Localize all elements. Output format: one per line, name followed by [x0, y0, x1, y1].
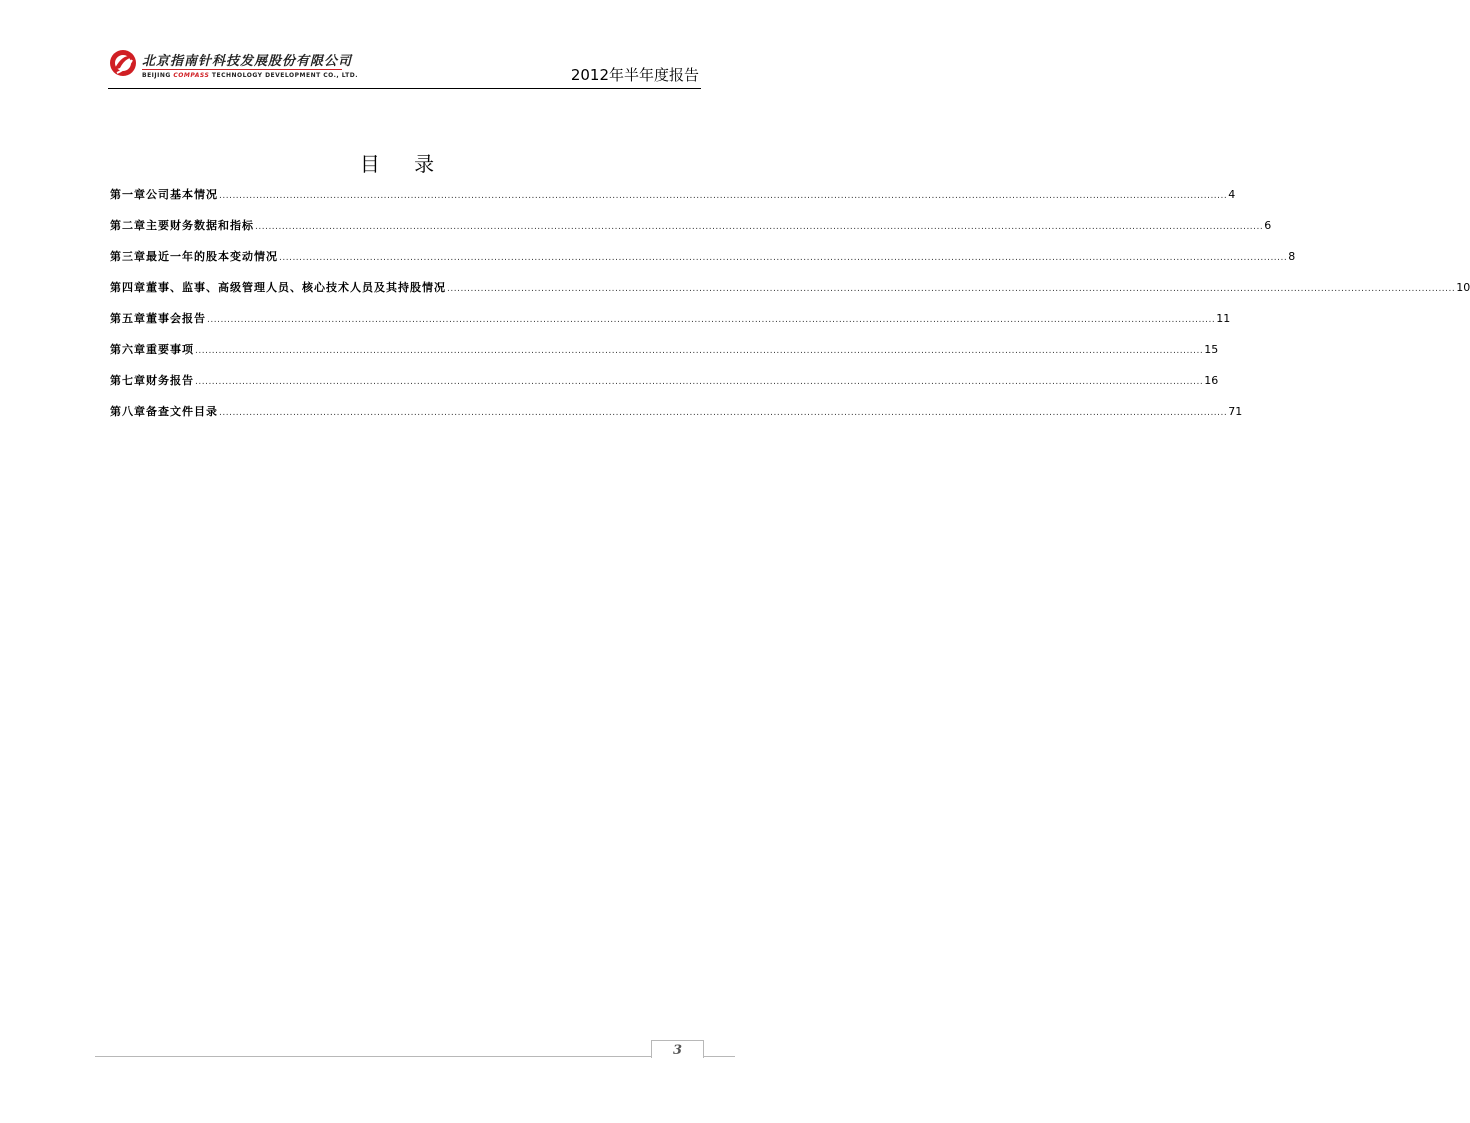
report-title: 2012年半年度报告 [570, 66, 699, 84]
toc-page-number: 10 [1456, 281, 1470, 294]
toc-chapter-label: 第二章 [110, 219, 146, 232]
toc-page-number: 15 [1204, 343, 1219, 356]
page-header [108, 44, 701, 89]
toc-page-number: 8 [1288, 250, 1296, 263]
toc-entry-title: 财务报告 [146, 374, 194, 387]
toc-leader-dots: ............................................................................................................................................................................................................................................................................................................ [219, 191, 1228, 201]
toc-leader-dots: ............................................................................................................................................................................................................................................................................................................ [447, 284, 1456, 294]
toc-chapter-label: 第五章 [110, 312, 146, 325]
toc-entry-title: 董事、监事、高级管理人员、核心技术人员及其持股情况 [146, 281, 446, 294]
toc-entry-title: 公司基本情况 [146, 188, 218, 201]
company-brand: COMPASS [173, 72, 210, 79]
toc-entry[interactable] [110, 279, 1470, 310]
toc-leader-dots: ............................................................................................................................................................................................................................................................................................................ [195, 346, 1204, 356]
toc-chapter-label: 第四章 [110, 281, 146, 294]
toc-chapter-label: 第一章 [110, 188, 146, 201]
toc-entry[interactable] [110, 186, 1236, 217]
footer-rule-right [702, 1056, 735, 1057]
toc-entry-title: 备查文件目录 [146, 405, 218, 418]
toc-chapter-label: 第三章 [110, 250, 146, 263]
compass-logo-icon [108, 48, 138, 78]
toc-page-number: 16 [1204, 374, 1219, 387]
company-name-cn: 北京指南针科技发展股份有限公司 [142, 54, 353, 69]
toc-leader-dots: ............................................................................................................................................................................................................................................................................................................ [207, 315, 1216, 325]
toc-chapter-label: 第八章 [110, 405, 146, 418]
company-name-en-suffix: TECHNOLOGY DEVELOPMENT CO., LTD. [209, 72, 358, 79]
company-name-en [142, 72, 358, 79]
toc-entry[interactable] [110, 310, 1231, 341]
toc-entry[interactable] [110, 372, 1219, 403]
toc-heading: 目 录 [359, 152, 449, 176]
toc-entry-title: 董事会报告 [146, 312, 206, 325]
footer-rule-left [95, 1056, 652, 1057]
toc-entry-title: 重要事项 [146, 343, 194, 356]
toc-page-number: 11 [1216, 312, 1231, 325]
toc-page-number: 71 [1228, 405, 1243, 418]
table-of-contents [110, 186, 1470, 434]
toc-page-number: 4 [1228, 188, 1236, 201]
toc-leader-dots: ............................................................................................................................................................................................................................................................................................................ [279, 253, 1288, 263]
toc-entry[interactable] [110, 248, 1296, 279]
toc-entry[interactable] [110, 403, 1243, 434]
toc-leader-dots: ............................................................................................................................................................................................................................................................................................................ [255, 222, 1264, 232]
page-number: 3 [651, 1040, 704, 1058]
toc-entry-title: 最近一年的股本变动情况 [146, 250, 278, 263]
toc-entry[interactable] [110, 217, 1272, 248]
toc-leader-dots: ............................................................................................................................................................................................................................................................................................................ [219, 408, 1228, 418]
toc-chapter-label: 第六章 [110, 343, 146, 356]
toc-entry[interactable] [110, 341, 1219, 372]
toc-entry-title: 主要财务数据和指标 [146, 219, 254, 232]
toc-leader-dots: ............................................................................................................................................................................................................................................................................................................ [195, 377, 1204, 387]
toc-chapter-label: 第七章 [110, 374, 146, 387]
logo-underline [142, 69, 342, 70]
company-name-en-prefix: BEIJING [142, 72, 174, 79]
toc-page-number: 6 [1264, 219, 1272, 232]
